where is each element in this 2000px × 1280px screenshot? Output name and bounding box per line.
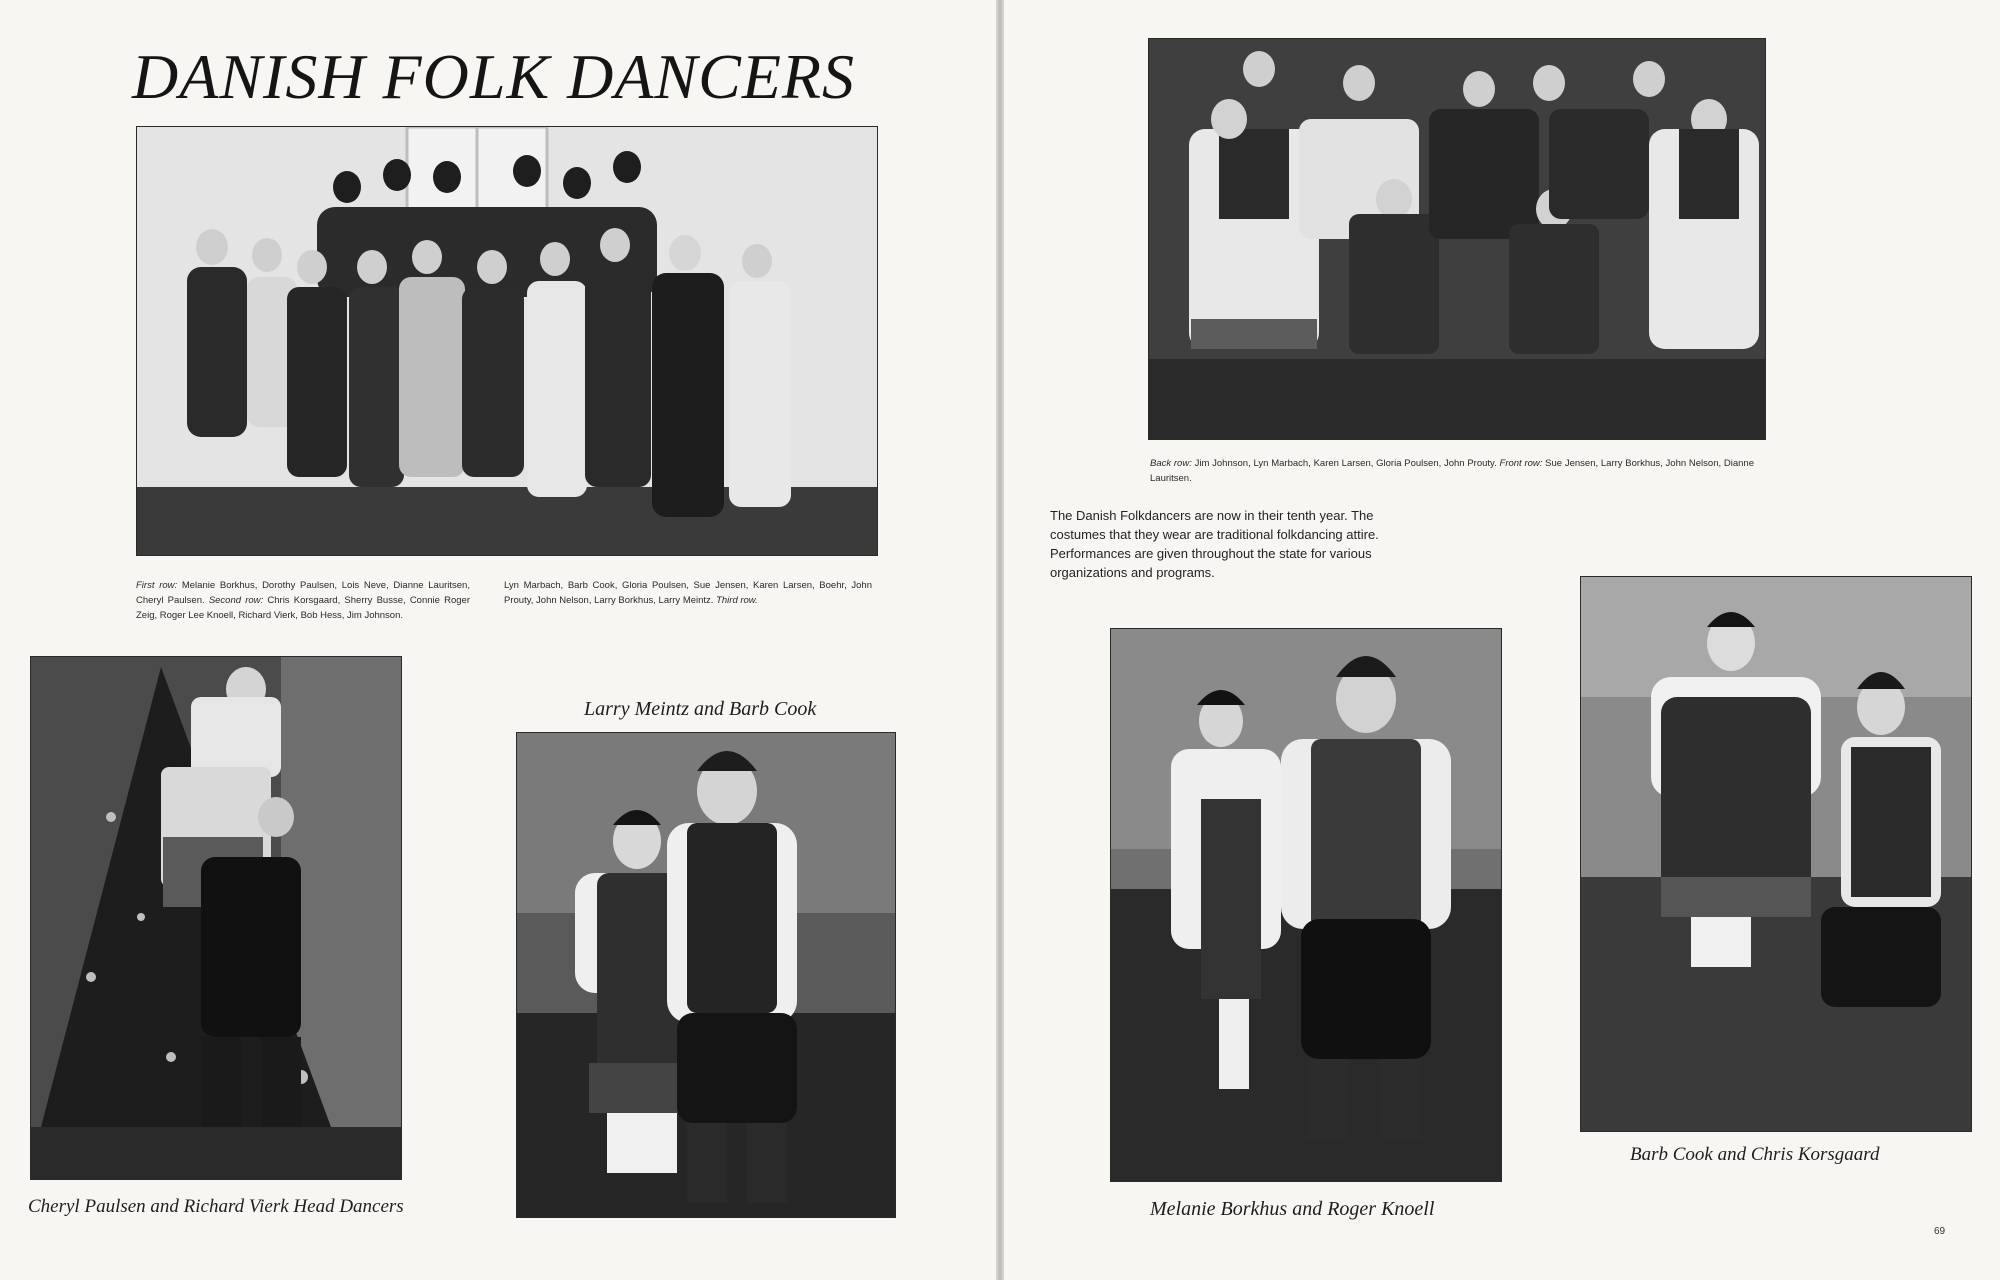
page-title: DANISH FOLK DANCERS bbox=[132, 41, 855, 112]
pair-one-image bbox=[517, 733, 895, 1217]
group-photo-image bbox=[137, 127, 877, 555]
christmas-tree-image bbox=[31, 657, 401, 1179]
pair-three-caption: Barb Cook and Chris Korsgaard bbox=[1630, 1144, 1880, 1165]
christmas-tree-caption: Cheryl Paulsen and Richard Vierk Head Dancers bbox=[28, 1196, 404, 1217]
pair-two-image bbox=[1111, 629, 1501, 1181]
book-gutter bbox=[996, 0, 1004, 1280]
group-dance-caption: Back row: Jim Johnson, Lyn Marbach, Karen Larsen, Gloria Poulsen, John Prouty. Front row: Sue Jensen, Larry Borkhus, John Nelson, Dianne Lauritsen. bbox=[1150, 458, 1754, 484]
group-dance-image bbox=[1149, 39, 1765, 439]
pair-one-caption: Larry Meintz and Barb Cook bbox=[584, 698, 817, 720]
group-photo bbox=[136, 126, 878, 556]
group-dance-photo bbox=[1148, 38, 1766, 440]
pair-two-caption: Melanie Borkhus and Roger Knoell bbox=[1150, 1198, 1435, 1220]
body-paragraph: The Danish Folkdancers are now in their tenth year. The costumes that they wear are traditional folkdancing attire. Performances are given throughout the state for various organizations and programs. bbox=[1050, 508, 1379, 580]
pair-three-image bbox=[1581, 577, 1971, 1131]
page-number: 69 bbox=[1934, 1226, 1946, 1237]
pair-one-photo bbox=[516, 732, 896, 1218]
christmas-tree-photo bbox=[30, 656, 402, 1180]
group-photo-caption-col1: First row: Melanie Borkhus, Dorothy Paulsen, Lois Neve, Dianne Lauritsen, Cheryl Paulsen. Second row: Chris Korsgaard, Sherry Busse, Connie Roger Zeig, Roger Lee Knoell, Richard Vierk, Bob Hess, Jim Johnson. bbox=[136, 580, 470, 621]
pair-three-photo bbox=[1580, 576, 1972, 1132]
pair-two-photo bbox=[1110, 628, 1502, 1182]
group-photo-caption-col2: Lyn Marbach, Barb Cook, Gloria Poulsen, Sue Jensen, Karen Larsen, Boehr, John Prouty, John Nelson, Larry Borkhus, Larry Meintz. Third row. bbox=[504, 580, 872, 606]
